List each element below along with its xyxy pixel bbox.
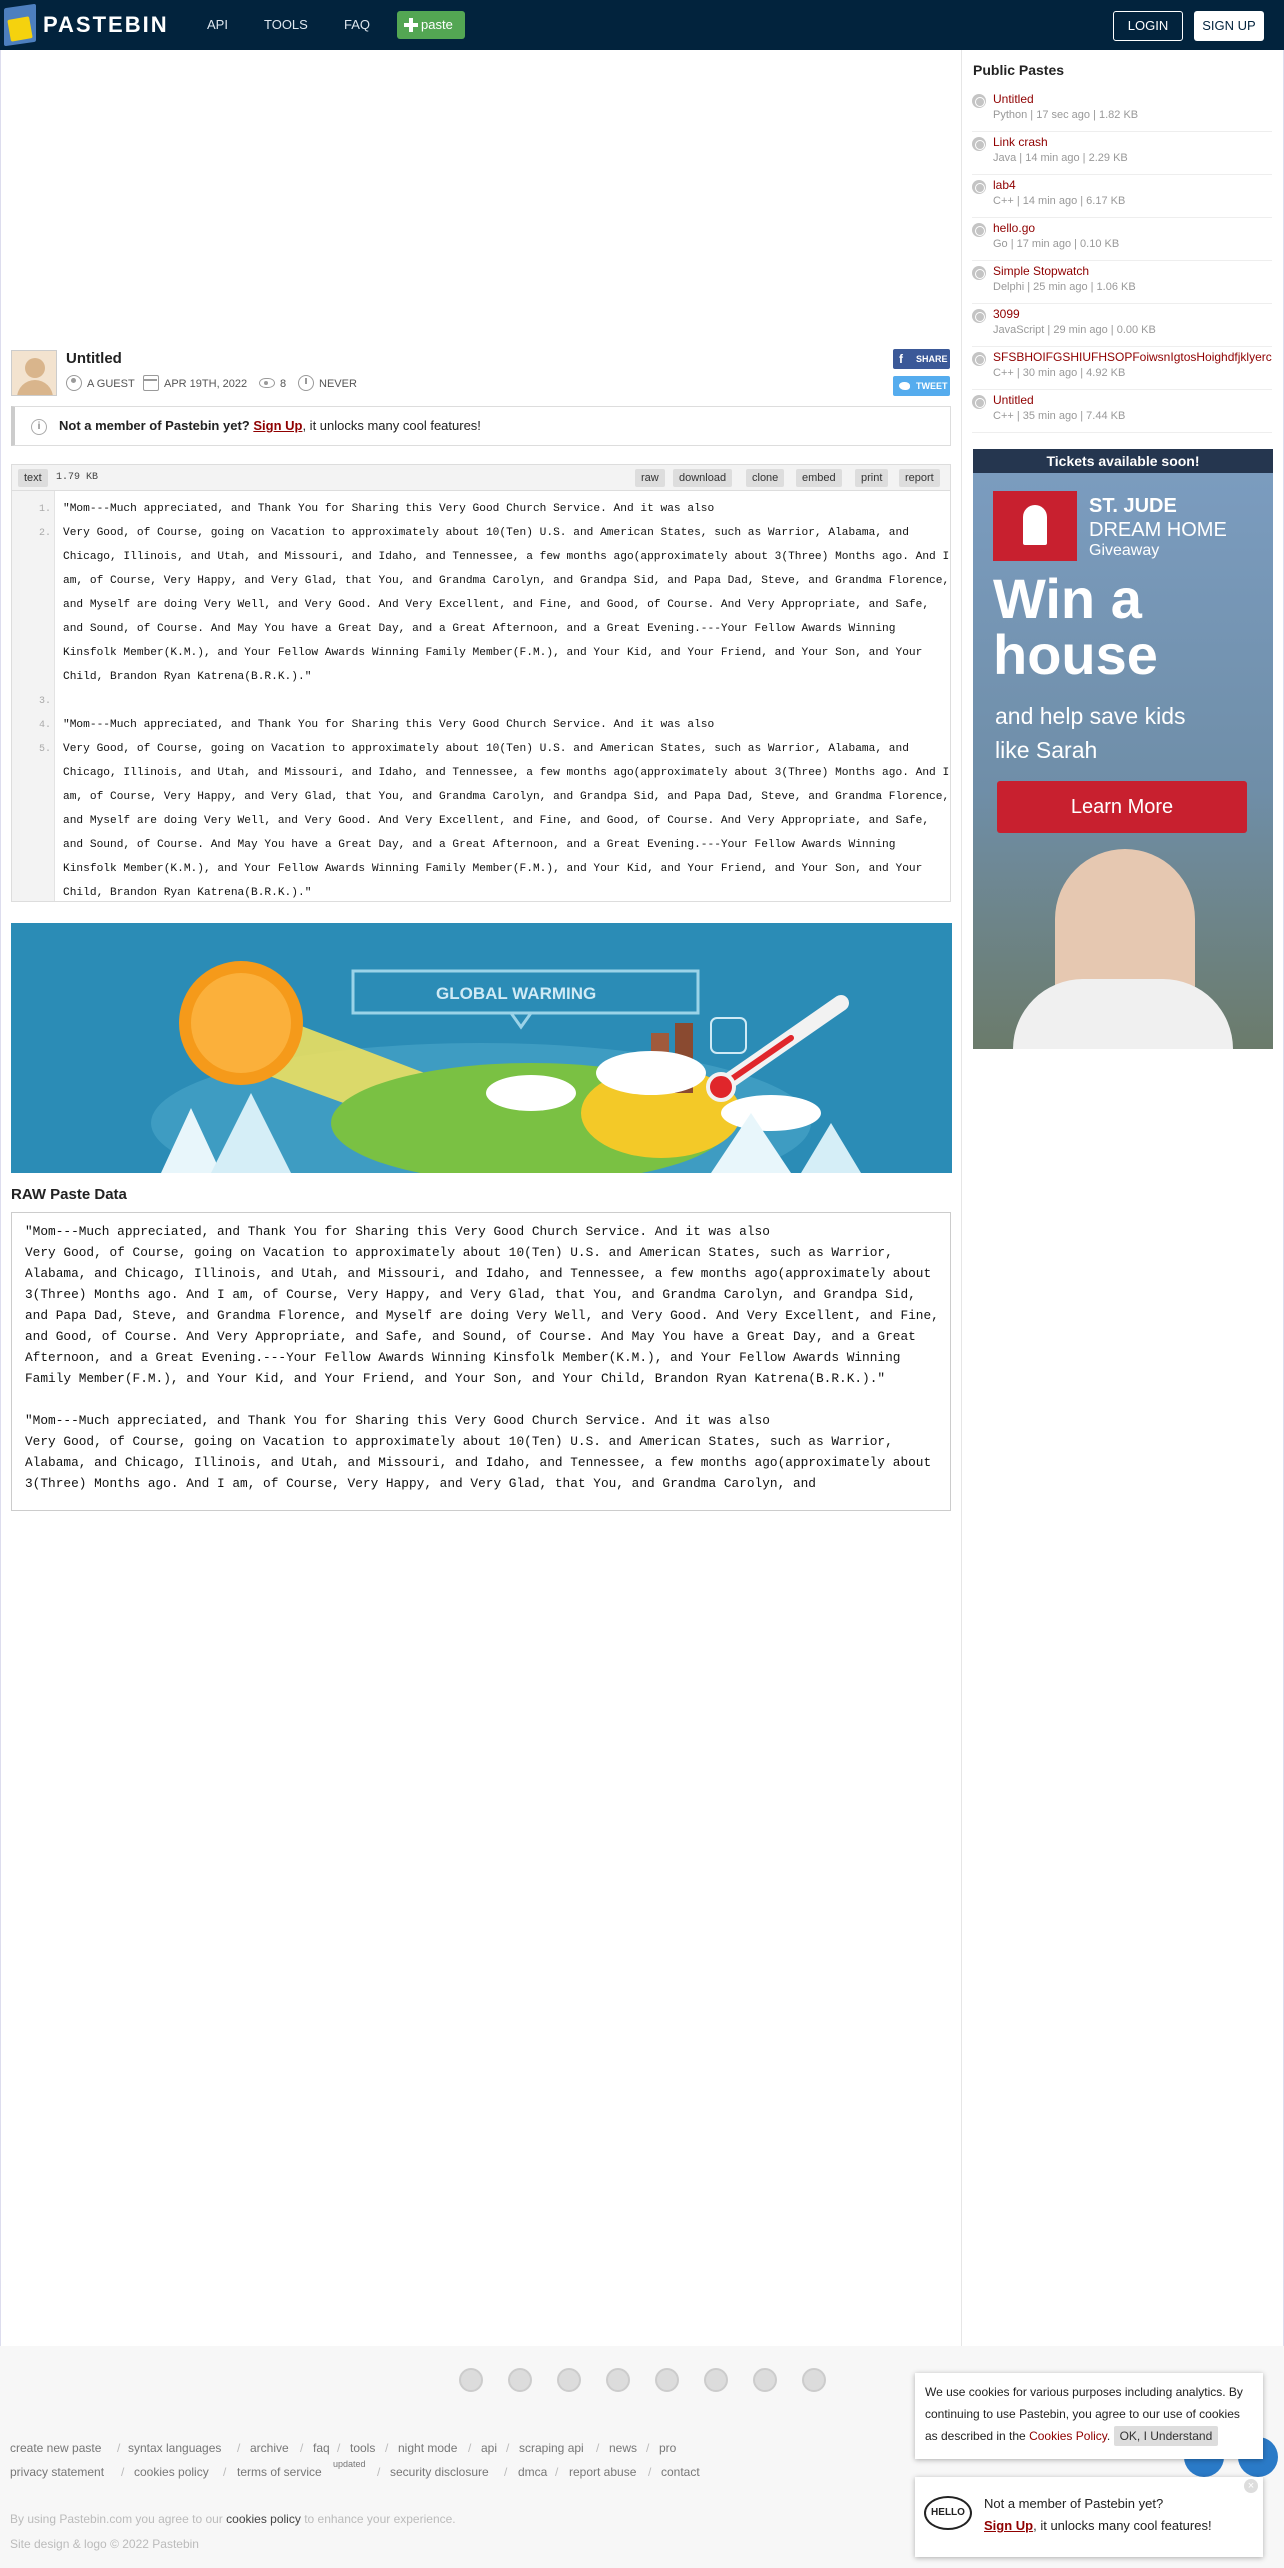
public-paste-item[interactable] <box>972 264 1272 304</box>
sidebar-divider <box>961 50 962 2346</box>
st-jude-logo-icon <box>993 491 1077 561</box>
footer-cookies-policy-link[interactable]: cookies policy <box>226 2512 301 2526</box>
nav-faq[interactable]: FAQ <box>344 17 371 32</box>
footer-link-faq[interactable]: faq <box>313 2441 330 2455</box>
calendar-icon <box>143 375 159 391</box>
public-paste-meta: Java | 14 min ago | 2.29 KB <box>993 152 1128 164</box>
footer-link-scraping[interactable]: scraping api <box>519 2441 584 2455</box>
paste-title: Untitled <box>66 350 122 367</box>
raw-paste-text: "Mom---Much appreciated, and Thank You for Sharing this Very Good Church Service. And it was also Very Good, of Course, going on Vacation to approximately about 10(Ten) U.S. and American States, such as Warrior, Alabama, and Chicago, Illinois, and Utah, and Missouri, and Idaho, and Tennessee, a few months ago(approximately about 3(Three) Months ago. And I am, of Course, Very Happy, and Very Glad, that You, and Grandma Carolyn, and Grandpa Sid, and Papa Dad, Steve, and Grandma Florence, and Myself are doing Very Well, and Very Good. And Very Excellent, and Fine, and Good, of Course. And Very Appropriate, and Safe, and Sound, of Course. And May You have a Great Day, and a Great Afternoon, and a Great Evening.---Your Fellow Awards Winning Kinsfolk Member(K.M.), and Your Fellow Awards Winning Family Member(F.M.), and Your Kid, and Your Friend, and Your Son, and Your Child, Brandon Ryan Katrena(B.R.K.)." "Mom---Much appreciated, and Thank You for Sharing this Very Good Church Service. And it was also Very Good, of Course, going on Vacation to approximately about 10(Ten) U.S. and American States, such as Warrior, Alabama, and Chicago, Illinois, and Utah, and Missouri, and Idaho, and Tennessee, a few months ago(approximately about 3(Three) Months ago. And I am, of Course, Very Happy, and Very Glad, that You, and Grandma Carolyn, and <box>25 1224 939 1491</box>
globe-icon <box>972 137 986 151</box>
chrome-icon[interactable] <box>459 2368 483 2392</box>
linux-icon[interactable] <box>802 2368 826 2392</box>
child-shirt <box>1013 979 1233 1049</box>
footer-link-terms[interactable]: terms of service <box>237 2465 322 2479</box>
ad-brand-line2: DREAM HOME <box>1089 519 1227 541</box>
public-paste-item[interactable] <box>972 393 1272 433</box>
footer-link-cookies[interactable]: cookies policy <box>134 2465 209 2479</box>
facebook-icon: f <box>899 352 903 366</box>
ad-learn-more-button[interactable]: Learn More <box>997 781 1247 833</box>
syntax-badge[interactable]: text <box>18 469 48 487</box>
facebook-share-button[interactable] <box>893 349 950 369</box>
global-warming-illustration <box>11 923 952 1173</box>
android-icon[interactable] <box>655 2368 679 2392</box>
paste-expire: NEVER <box>319 378 357 390</box>
footer-cookie-note: By using Pastebin.com you agree to our cookies policy to enhance your experience. <box>10 2512 456 2526</box>
public-paste-name[interactable]: SFSBHOIFGSHIUFHSOPFoiwsnIgtosHoighdfjklyerc <box>993 350 1272 364</box>
notice-rest: , it unlocks many cool features! <box>302 418 481 433</box>
footer-link-pro[interactable]: pro <box>659 2441 677 2455</box>
banner-text: GLOBAL WARMING <box>436 984 597 1003</box>
nav-api[interactable]: API <box>207 17 228 32</box>
popup-line1: Not a member of Pastebin yet? <box>984 2496 1164 2511</box>
hello-bubble-icon: HELLO <box>924 2496 972 2530</box>
public-paste-meta: C++ | 30 min ago | 4.92 KB <box>993 367 1126 379</box>
popup-line2: Sign Up, it unlocks many cool features! <box>984 2518 1212 2533</box>
ad-brand-line1: ST. JUDE <box>1089 495 1177 517</box>
download-button[interactable]: download <box>673 469 732 487</box>
footer-link-contact[interactable]: contact <box>661 2465 700 2479</box>
ios-icon[interactable] <box>557 2368 581 2392</box>
new-paste-button[interactable] <box>397 11 465 39</box>
public-paste-meta: JavaScript | 29 min ago | 0.00 KB <box>993 324 1156 336</box>
code-toolbar <box>12 465 950 491</box>
signup-notice <box>11 406 951 446</box>
footer-link-dmca[interactable]: dmca <box>518 2465 548 2479</box>
user-icon <box>66 375 82 391</box>
top-header <box>0 0 1284 50</box>
firefox-icon[interactable] <box>508 2368 532 2392</box>
public-paste-meta: C++ | 14 min ago | 6.17 KB <box>993 195 1126 207</box>
pastebin-logo-icon[interactable] <box>4 4 36 44</box>
footer-link-report[interactable]: report abuse <box>569 2465 637 2479</box>
line-number: 2. <box>38 528 51 539</box>
footer-link-nightmode[interactable]: night mode <box>398 2441 458 2455</box>
code-line: "Mom---Much appreciated, and Thank You for Sharing this Very Good Church Service. And it was also <box>63 719 715 731</box>
cookie-policy-link[interactable]: Cookies Policy <box>1029 2429 1107 2443</box>
share-label: SHARE <box>916 354 948 364</box>
windows-icon[interactable] <box>606 2368 630 2392</box>
public-paste-name[interactable]: Link crash <box>993 135 1048 149</box>
globe-icon <box>972 395 986 409</box>
ad-headline: Win a house <box>993 567 1158 686</box>
line-number: 1. <box>38 504 51 515</box>
twitter-tweet-button[interactable] <box>893 376 950 396</box>
notice-bold: Not a member of Pastebin yet? <box>59 418 250 433</box>
twitter-icon <box>899 382 910 390</box>
public-paste-item[interactable] <box>972 92 1272 132</box>
public-paste-item[interactable] <box>972 307 1272 347</box>
public-paste-item[interactable] <box>972 135 1272 175</box>
cookie-text: We use cookies for various purposes including analytics. By continuing to use Pastebin, you agree to our use of cookies as described in the <box>925 2385 1243 2443</box>
report-button[interactable]: report <box>899 469 940 487</box>
footer-link-syntax[interactable]: syntax languages <box>128 2441 222 2455</box>
eye-icon <box>259 378 275 388</box>
globe-icon <box>972 266 986 280</box>
paste-code-box <box>11 464 956 902</box>
info-icon: i <box>31 419 47 435</box>
public-paste-name[interactable]: Simple Stopwatch <box>993 264 1090 278</box>
public-paste-name[interactable]: lab4 <box>993 178 1016 192</box>
public-paste-name[interactable]: Untitled <box>993 393 1034 407</box>
login-button[interactable]: LOGIN <box>1113 11 1183 41</box>
terms-updated-badge: updated <box>333 2459 366 2469</box>
public-paste-item[interactable] <box>972 178 1272 218</box>
code-line: Very Good, of Course, going on Vacation to approximately about 10(Ten) U.S. and American States, such as Warrior, Alabama, and Chicago, Illinois, and Utah, and Missouri, and Idaho, and Tennessee, a few months ago(approximately about 3(Three) Months ago. And I am, of Course, Very Happy, and Very Glad, that You, and Grandma Carolyn, and Grandpa Sid, and Papa Dad, Steve, and Grandma Florence, and Myself are doing Very Well, and Very Good. And Very Excellent, and Fine, and Good, of Course. And Very Appropriate, and Safe, and Sound, of Course. And May You have a Great Day, and a Great Afternoon, and a Great Evening.---Your Fellow Awards Winning Kinsfolk Member(K.M.), and Your Fellow Awards Winning Family Member(F.M.), and Your Kid, and Your Friend, and Your Son, and Your Child, Brandon Ryan Katrena(B.R.K.)." <box>63 743 956 899</box>
mac-icon[interactable] <box>704 2368 728 2392</box>
raw-button[interactable]: raw <box>635 469 665 487</box>
notice-signup-link[interactable]: Sign Up <box>253 418 303 433</box>
brand-name[interactable]: PASTEBIN <box>43 12 169 37</box>
public-paste-name[interactable]: hello.go <box>993 221 1036 235</box>
signup-popup <box>915 2477 1263 2557</box>
cookie-ok-button[interactable]: OK, I Understand <box>1114 2426 1219 2446</box>
paste-size: 1.79 KB <box>56 472 99 483</box>
footer-link-create[interactable]: create new paste <box>10 2441 102 2455</box>
global-warming-banner[interactable] <box>11 923 952 1173</box>
line-number: 3. <box>38 696 51 707</box>
public-paste-meta: Python | 17 sec ago | 1.82 KB <box>993 109 1139 121</box>
new-paste-label: paste <box>421 17 453 32</box>
globe-icon <box>972 94 986 108</box>
globe-icon <box>972 352 986 366</box>
paste-date: APR 19TH, 2022 <box>164 378 248 390</box>
public-paste-meta: C++ | 35 min ago | 7.44 KB <box>993 410 1126 422</box>
st-jude-ad[interactable] <box>973 449 1273 1049</box>
code-line: Very Good, of Course, going on Vacation to approximately about 10(Ten) U.S. and American States, such as Warrior, Alabama, and Chicago, Illinois, and Utah, and Missouri, and Idaho, and Tennessee, a few months ago(approximately about 3(Three) Months ago. And I am, of Course, Very Happy, and Very Glad, that You, and Grandma Carolyn, and Grandpa Sid, and Papa Dad, Steve, and Grandma Florence, and Myself are doing Very Well, and Very Good. And Very Excellent, and Fine, and Good, of Course. And Very Appropriate, and Safe, and Sound, of Course. And May You have a Great Day, and a Great Afternoon, and a Great Evening.---Your Fellow Awards Winning Kinsfolk Member(K.M.), and Your Fellow Awards Winning Family Member(F.M.), and Your Kid, and Your Friend, and Your Son, and Your Child, Brandon Ryan Katrena(B.R.K.)." <box>63 527 956 683</box>
nav-tools[interactable]: TOOLS <box>264 17 308 32</box>
line-number: 5. <box>38 744 51 755</box>
footer-link-tools[interactable]: tools <box>350 2441 376 2455</box>
globe-icon <box>972 180 986 194</box>
ad-subtext: and help save kids like Sarah <box>995 703 1186 763</box>
public-paste-name[interactable]: Untitled <box>993 92 1034 106</box>
close-icon[interactable]: × <box>1244 2479 1258 2493</box>
signup-button[interactable]: SIGN UP <box>1194 11 1264 41</box>
plus-icon <box>404 18 418 32</box>
globe-icon <box>972 309 986 323</box>
cookie-consent-popup: We use cookies for various purposes including analytics. By continuing to use Pastebin, you agree to our use of cookies as described in the Cookies Policy. OK, I Understand <box>915 2373 1263 2459</box>
public-paste-item[interactable] <box>972 350 1272 390</box>
avatar <box>11 350 57 396</box>
public-paste-item[interactable] <box>972 221 1272 261</box>
raw-paste-title: RAW Paste Data <box>11 1186 127 1203</box>
globe-icon <box>972 223 986 237</box>
ad-brand-line3: Giveaway <box>1089 542 1160 559</box>
footer-copyright: Site design & logo © 2022 Pastebin <box>10 2537 199 2551</box>
footer-link-archive[interactable]: archive <box>250 2441 289 2455</box>
code-line: "Mom---Much appreciated, and Thank You for Sharing this Very Good Church Service. And it was also <box>63 503 715 515</box>
footer-link-privacy[interactable]: privacy statement <box>10 2465 105 2479</box>
popup-signup-link[interactable]: Sign Up <box>984 2518 1034 2533</box>
footer-link-api[interactable]: api <box>481 2441 498 2455</box>
public-paste-name[interactable]: 3099 <box>993 307 1020 321</box>
embed-button[interactable]: embed <box>796 469 842 487</box>
footer-link-security[interactable]: security disclosure <box>390 2465 489 2479</box>
footer-link-news[interactable]: news <box>609 2441 638 2455</box>
print-button[interactable]: print <box>855 469 888 487</box>
clock-icon <box>298 375 314 391</box>
clone-button[interactable]: clone <box>746 469 784 487</box>
opera-icon[interactable] <box>753 2368 777 2392</box>
raw-paste-textarea[interactable] <box>11 1212 951 1511</box>
public-paste-meta: Go | 17 min ago | 0.10 KB <box>993 238 1120 250</box>
public-pastes-title: Public Pastes <box>973 62 1065 78</box>
public-paste-meta: Delphi | 25 min ago | 1.06 KB <box>993 281 1136 293</box>
ad-top-banner: Tickets available soon! <box>973 449 1273 473</box>
paste-author[interactable]: A GUEST <box>87 378 135 390</box>
tweet-label: TWEET <box>916 381 948 391</box>
line-number: 4. <box>38 720 51 731</box>
paste-views: 8 <box>280 378 287 390</box>
